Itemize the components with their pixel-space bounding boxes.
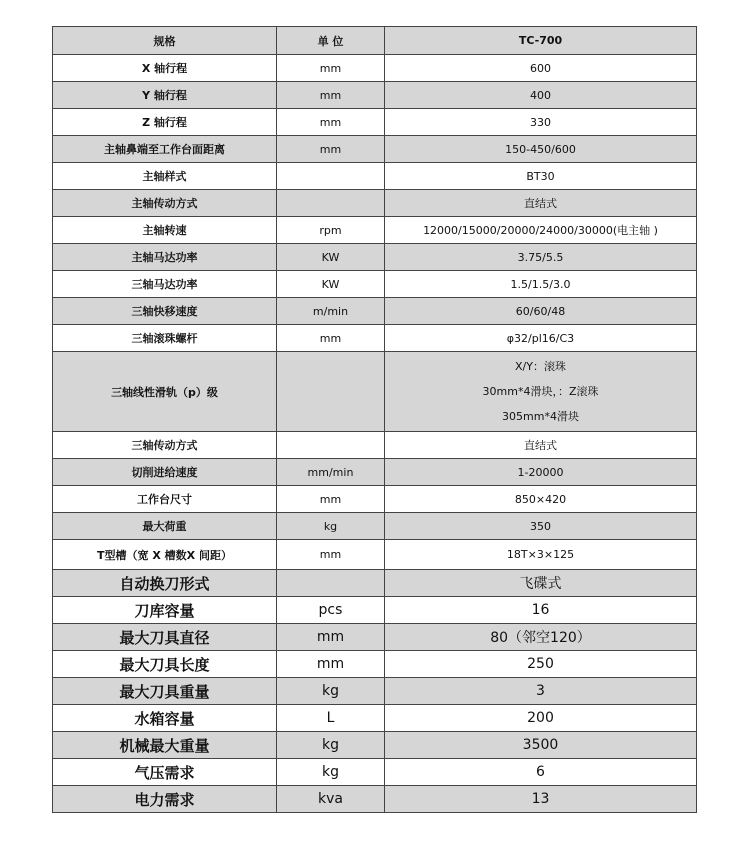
row-unit: mm xyxy=(277,540,385,570)
row-unit: mm xyxy=(277,55,385,82)
header-unit: 单 位 xyxy=(277,27,385,55)
header-name: 规格 xyxy=(53,27,277,55)
table-row xyxy=(53,325,697,352)
row-name: 电力需求 xyxy=(53,786,277,813)
header-model: TC-700 xyxy=(385,27,697,55)
table-row xyxy=(53,298,697,325)
table-row xyxy=(53,190,697,217)
row-value: 850×420 xyxy=(385,486,697,513)
row-name: 最大刀具长度 xyxy=(53,651,277,678)
row-value: 直结式 xyxy=(385,432,697,459)
row-unit: mm xyxy=(277,109,385,136)
row-unit xyxy=(277,190,385,217)
row-unit: pcs xyxy=(277,597,385,624)
spec-table xyxy=(52,26,697,813)
row-unit: m/min xyxy=(277,298,385,325)
row-unit: KW xyxy=(277,271,385,298)
row-value: 6 xyxy=(385,759,697,786)
table-row xyxy=(53,759,697,786)
row-unit: kg xyxy=(277,678,385,705)
table-row xyxy=(53,352,697,432)
row-unit: mm xyxy=(277,486,385,513)
table-row xyxy=(53,570,697,597)
row-unit: kg xyxy=(277,732,385,759)
table-row xyxy=(53,486,697,513)
row-value: 200 xyxy=(385,705,697,732)
row-value: 13 xyxy=(385,786,697,813)
row-name: 主轴马达功率 xyxy=(53,244,277,271)
row-value: 60/60/48 xyxy=(385,298,697,325)
row-value: 1-20000 xyxy=(385,459,697,486)
row-name: T型槽（宽 X 槽数X 间距） xyxy=(53,540,277,570)
row-name: 自动换刀形式 xyxy=(53,570,277,597)
row-unit: KW xyxy=(277,244,385,271)
row-value-line: 305mm*4滑块 xyxy=(502,410,579,423)
row-value: 150-450/600 xyxy=(385,136,697,163)
row-unit xyxy=(277,432,385,459)
row-value: 3500 xyxy=(385,732,697,759)
row-value: 直结式 xyxy=(385,190,697,217)
row-name: 最大荷重 xyxy=(53,513,277,540)
row-name: X 轴行程 xyxy=(53,55,277,82)
row-name: 水箱容量 xyxy=(53,705,277,732)
table-row xyxy=(53,244,697,271)
row-value: 600 xyxy=(385,55,697,82)
row-name: 机械最大重量 xyxy=(53,732,277,759)
row-value: 1.5/1.5/3.0 xyxy=(385,271,697,298)
table-row xyxy=(53,705,697,732)
row-value: 3.75/5.5 xyxy=(385,244,697,271)
row-name: Z 轴行程 xyxy=(53,109,277,136)
row-unit: L xyxy=(277,705,385,732)
table-row xyxy=(53,513,697,540)
row-value: 飞碟式 xyxy=(385,570,697,597)
row-name: 工作台尺寸 xyxy=(53,486,277,513)
table-row xyxy=(53,732,697,759)
table-row xyxy=(53,82,697,109)
table-row xyxy=(53,459,697,486)
row-name: 刀库容量 xyxy=(53,597,277,624)
table-header-row xyxy=(53,27,697,55)
row-name: 最大刀具重量 xyxy=(53,678,277,705)
row-value: 80（邻空120） xyxy=(385,624,697,651)
table-row xyxy=(53,136,697,163)
row-value: 16 xyxy=(385,597,697,624)
row-unit: rpm xyxy=(277,217,385,244)
table-row xyxy=(53,786,697,813)
table-row xyxy=(53,163,697,190)
row-value: 250 xyxy=(385,651,697,678)
row-value-line: 30mm*4滑块，：Z滚珠 xyxy=(482,385,599,398)
row-unit: mm xyxy=(277,136,385,163)
row-unit: mm/min xyxy=(277,459,385,486)
table-row xyxy=(53,597,697,624)
row-value: BT30 xyxy=(385,163,697,190)
row-value: 350 xyxy=(385,513,697,540)
row-unit: kg xyxy=(277,759,385,786)
row-unit: mm xyxy=(277,82,385,109)
table-row xyxy=(53,109,697,136)
row-name: 主轴样式 xyxy=(53,163,277,190)
row-value: 330 xyxy=(385,109,697,136)
row-unit xyxy=(277,352,385,432)
row-unit: kg xyxy=(277,513,385,540)
row-value: φ32/pl16/C3 xyxy=(385,325,697,352)
row-value: 400 xyxy=(385,82,697,109)
row-value-multiline xyxy=(385,352,697,432)
row-unit xyxy=(277,163,385,190)
row-name: 主轴传动方式 xyxy=(53,190,277,217)
row-value-line: X/Y：滚珠 xyxy=(515,360,566,373)
row-name: 三轴马达功率 xyxy=(53,271,277,298)
row-unit: mm xyxy=(277,624,385,651)
row-name: 最大刀具直径 xyxy=(53,624,277,651)
row-name: 气压需求 xyxy=(53,759,277,786)
row-name: 三轴传动方式 xyxy=(53,432,277,459)
row-value: 3 xyxy=(385,678,697,705)
row-name: Y 轴行程 xyxy=(53,82,277,109)
table-row xyxy=(53,540,697,570)
table-row xyxy=(53,432,697,459)
table-row xyxy=(53,678,697,705)
row-unit: mm xyxy=(277,325,385,352)
table-row xyxy=(53,55,697,82)
row-name: 切削进给速度 xyxy=(53,459,277,486)
row-name: 主轴鼻端至工作台面距离 xyxy=(53,136,277,163)
row-name: 三轴线性滑轨（p）级 xyxy=(53,352,277,432)
table-row xyxy=(53,271,697,298)
row-name: 三轴滚珠螺杆 xyxy=(53,325,277,352)
row-unit: kva xyxy=(277,786,385,813)
table-row xyxy=(53,651,697,678)
table-row xyxy=(53,217,697,244)
row-value: 12000/15000/20000/24000/30000(电主轴 ) xyxy=(385,217,697,244)
row-value: 18T×3×125 xyxy=(385,540,697,570)
row-unit: mm xyxy=(277,651,385,678)
row-unit xyxy=(277,570,385,597)
row-name: 主轴转速 xyxy=(53,217,277,244)
row-name: 三轴快移速度 xyxy=(53,298,277,325)
table-row xyxy=(53,624,697,651)
